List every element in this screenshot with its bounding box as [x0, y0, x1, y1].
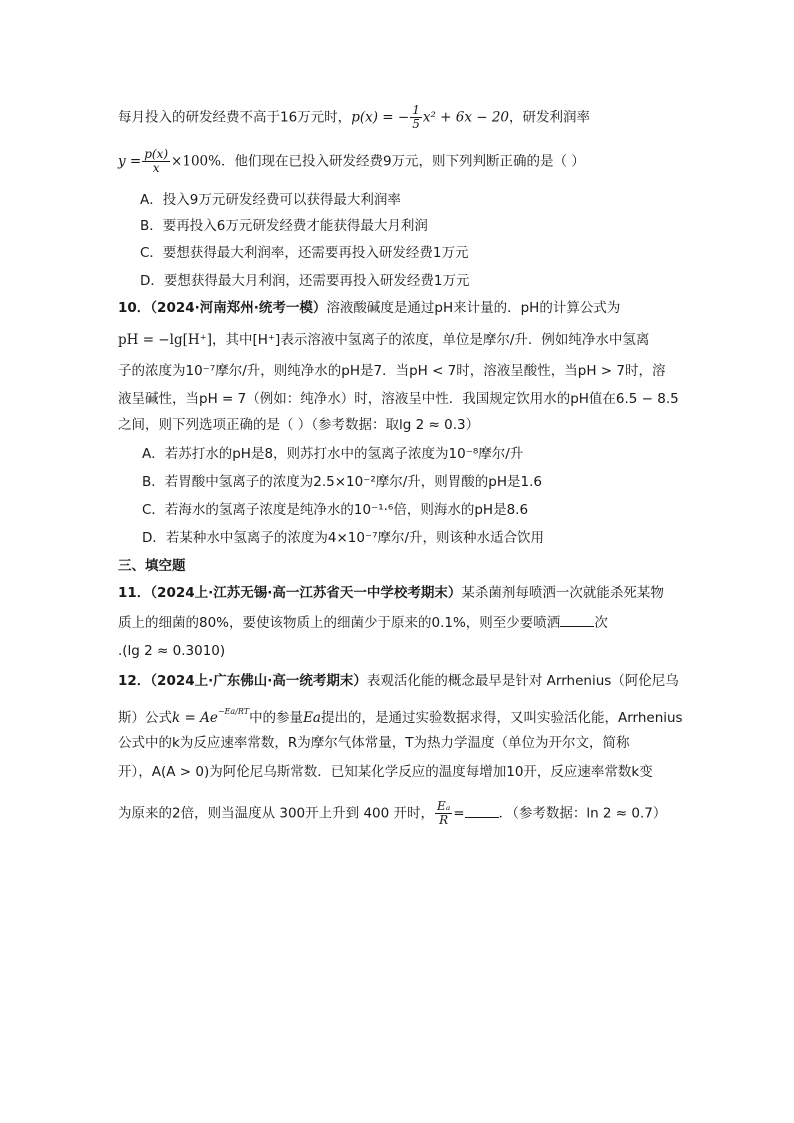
q9-text-b: ，研发利润率: [509, 109, 591, 126]
q11-line-1: [118, 583, 664, 603]
q11-source: （2024上·江苏无锡·高一江苏省天一中学校考期末）: [150, 585, 462, 601]
q12-line-5: [118, 800, 666, 827]
q12-line-4: 开），A(A > 0)为阿伦尼乌斯常数．已知某化学反应的温度每增加10开，反应速率常数k变: [118, 764, 653, 780]
q10-text-1: 溶液酸碱度是通过pH来计量的．pH的计算公式为: [326, 300, 621, 316]
q10-line-1: [118, 298, 620, 318]
q12-text-2b: 中的参量: [249, 710, 304, 726]
q12-line-3: 公式中的k为反应速率常数，R为摩尔气体常量，T为热力学温度（单位为开尔文，简称: [118, 735, 630, 751]
q12-line-1: [118, 671, 679, 691]
q10-text-2: ，其中[H⁺]表示溶液中氢离子的浓度，单位是摩尔/升．例如纯净水中氢离: [212, 332, 650, 348]
q11-number: 11．: [118, 585, 151, 601]
q9-option-b: B．要再投入6万元研发经费才能获得最大月利润: [140, 218, 428, 234]
q11-answer-blank[interactable]: [560, 612, 594, 627]
q11-line-2: [118, 612, 608, 633]
q10-line-2: [118, 330, 649, 350]
q12-text-2a: 斯）公式: [118, 710, 172, 726]
q11-text-1: 某杀菌剂每喷洒一次就能杀死某物: [461, 585, 664, 601]
q12-text-2c: 提出的，是通过实验数据求得，又叫实验活化能，Arrhenius: [320, 710, 683, 726]
q9-fraction-px-over-x: $\frac{p(x)}{x}$: [144, 147, 169, 175]
q10-option-b: B．若胃酸中氢离子的浓度为2.5×10⁻²摩尔/升，则胃酸的pH是1.6: [142, 474, 542, 490]
q12-fraction-ea-over-r: $\frac{\text{Eₐ}}{R}$: [437, 799, 451, 827]
q9-formula-tail: x² + 6x − 20: [422, 109, 510, 126]
section-title-fill-in: 三、填空题: [118, 558, 186, 574]
q10-number: 10．: [118, 300, 151, 316]
q9-line-1: [118, 104, 590, 131]
q12-number: 12．: [118, 673, 151, 689]
q12-text-5b: ．（参考数据：ln 2 ≈ 0.7）: [498, 805, 667, 822]
q10-line-5: 之间，则下列选项正确的是（ ）（参考数据：取lg 2 ≈ 0.3）: [118, 417, 480, 433]
q10-option-d: D．若某种水中氢离子的浓度为4×10⁻⁷摩尔/升，则该种水适合饮用: [142, 530, 545, 546]
q9-option-c: C．要想获得最大利润率，还需要再投入研发经费1万元: [140, 245, 469, 261]
q9-question-text: ．他们现在已投入研发经费9万元，则下列判断正确的是（ ）: [220, 153, 585, 170]
q12-text-1: 表观活化能的概念最早是针对 Arrhenius（阿伦尼乌: [366, 673, 679, 689]
q9-text-a: 每月投入的研发经费不高于16万元时，: [118, 109, 352, 126]
q9-y-eq: y =: [118, 153, 142, 170]
q12-equals: =: [453, 805, 465, 822]
q11-line-3: .(lg 2 ≈ 0.3010): [118, 643, 226, 659]
q9-line-2: [118, 148, 585, 175]
q10-ph-formula: pH = −lg[H⁺]: [118, 332, 213, 348]
q11-text-2a: 质上的细菌的80%，要使该物质上的细菌少于原来的0.1%，则至少要喷洒: [118, 615, 561, 631]
q9-option-d: D．要想获得最大月利润，还需要再投入研发经费1万元: [140, 273, 470, 289]
q9-percent: ×100%: [171, 153, 221, 170]
q12-var-ea: Ea: [303, 710, 321, 726]
q9-option-a: A．投入9万元研发经费可以获得最大利润率: [140, 192, 401, 208]
q12-line-2: [118, 702, 683, 728]
q12-source: （2024上·广东佛山·高一统考期末）: [150, 673, 367, 689]
q10-option-a: A．若苏打水的pH是8，则苏打水中的氢离子浓度为10⁻⁸摩尔/升: [142, 446, 524, 462]
q10-source: （2024·河南郑州·统考一模）: [150, 300, 327, 316]
q9-formula-p: p(x) = −: [351, 109, 410, 126]
q10-option-c: C．若海水的氢离子浓度是纯净水的10⁻¹·⁶倍，则海水的pH是8.6: [142, 502, 529, 518]
q10-line-4: 液呈碱性，当pH = 7（例如：纯净水）时，溶液呈中性．我国规定饮用水的pH值在6.5 − 8.5: [118, 391, 679, 407]
q10-line-3: 子的浓度为10⁻⁷摩尔/升，则纯净水的pH是7．当pH < 7时，溶液呈酸性，当pH > 7时，溶: [118, 363, 666, 379]
q11-text-2b: 次: [594, 615, 608, 631]
q12-text-5a: 为原来的2倍，则当温度从 300开上升到 400 开时，: [118, 805, 434, 822]
q12-answer-blank[interactable]: [465, 803, 499, 818]
q9-fraction-one-fifth: $\frac{1}{5}$: [412, 103, 420, 131]
q12-arrhenius-formula: $k = Ae^{-Ea/RT}$: [172, 707, 250, 726]
